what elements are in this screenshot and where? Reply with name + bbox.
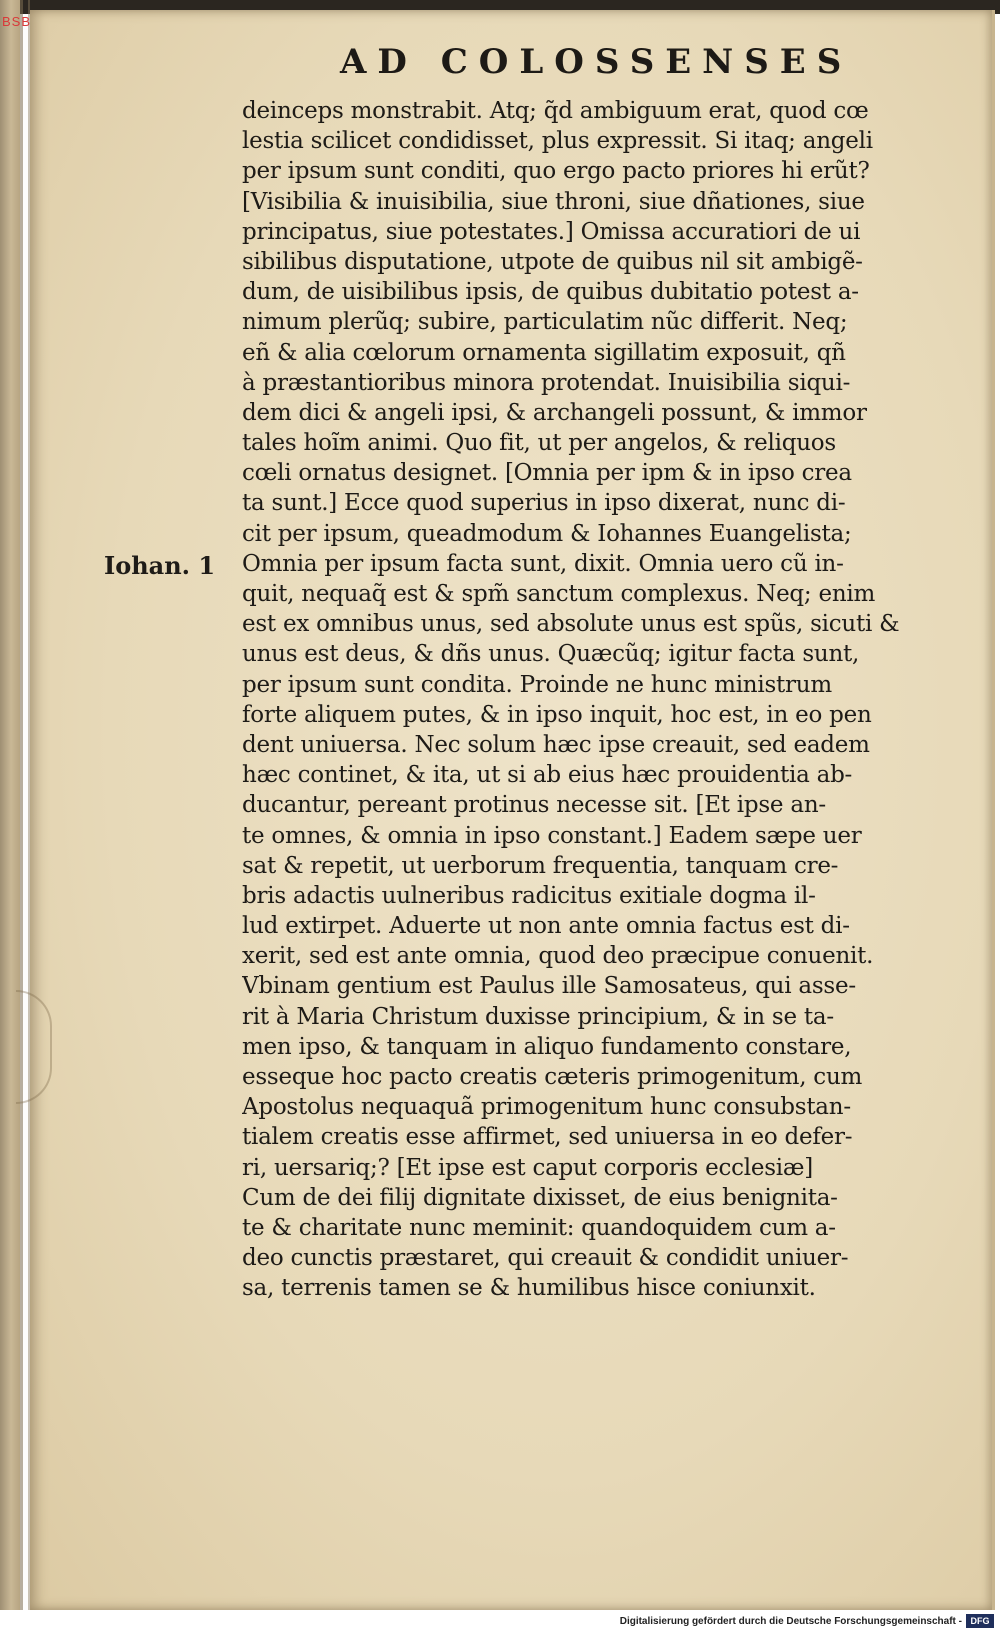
- book-binding: [0, 0, 20, 1634]
- text-line: est ex omnibus unus, sed absolute unus est spũs, sicuti &: [242, 611, 900, 638]
- text-line: ri, uersariq;? [Et ipse est caput corporis ecclesiæ]: [242, 1154, 813, 1181]
- text-line: rit à Maria Christum duxisse principium, & in se ta-: [242, 1003, 834, 1030]
- text-line: eñ & alia cœlorum ornamenta sigillatim exposuit, qñ: [242, 339, 846, 366]
- text-line: Omnia per ipsum facta sunt, dixit. Omnia uero cũ in-: [242, 550, 844, 577]
- text-line: men ipso, & tanquam in aliquo fundamento constare,: [242, 1033, 852, 1060]
- text-line: unus est deus, & dñs unus. Quæcũq; igitur facta sunt,: [242, 641, 860, 668]
- text-line: principatus, siue potestates.] Omissa accuratiori de ui: [242, 218, 861, 245]
- text-line: lud extirpet. Aduerte ut non ante omnia factus est di-: [242, 913, 850, 940]
- text-line: Apostolus nequaquã primogenitum hunc consubstan-: [242, 1094, 851, 1121]
- text-line: sat & repetit, ut uerborum frequentia, tanquam cre-: [242, 852, 839, 879]
- text-line: tialem creatis esse affirmet, sed uniuersa in eo defer-: [242, 1124, 853, 1151]
- text-line: forte aliquem putes, & in ipso inquit, hoc est, in eo pen: [242, 701, 872, 728]
- text-line: dent uniuersa. Nec solum hæc ipse creauit, sed eadem: [242, 731, 870, 758]
- text-line: deo cunctis præstaret, qui creauit & condidit uniuer-: [242, 1245, 849, 1272]
- page-stack-edge: [20, 0, 23, 1634]
- text-line: cœli ornatus designet. [Omnia per ipm & in ipso crea: [242, 460, 852, 487]
- text-line: cit per ipsum, queadmodum & Iohannes Euangelista;: [242, 520, 852, 547]
- text-line: sibilibus disputatione, utpote de quibus nil sit ambigẽ-: [242, 248, 863, 275]
- text-line: ta sunt.] Ecce quod superius in ipso dixerat, nunc di-: [242, 490, 846, 517]
- body-text: [242, 96, 942, 1304]
- running-head: AD COLOSSENSES: [340, 42, 853, 82]
- text-line: Cum de dei filij dignitate dixisset, de eius benignita-: [242, 1184, 838, 1211]
- text-line: dum, de uisibilibus ipsis, de quibus dubitatio potest a-: [242, 279, 859, 306]
- page-tab-mark: [16, 990, 52, 1104]
- text-line: per ipsum sunt conditi, quo ergo pacto priores hi erũt?: [242, 158, 870, 185]
- text-line: à præstantioribus minora protendat. Inuisibilia siqui-: [242, 369, 851, 396]
- text-line: te & charitate nunc meminit: quandoquidem cum a-: [242, 1214, 836, 1241]
- text-line: deinceps monstrabit. Atq; q̃d ambiguum erat, quod cœ: [242, 98, 869, 124]
- text-line: tales hoĩm animi. Quo fit, ut per angelos, & reliquos: [242, 430, 836, 457]
- text-line: sa, terrenis tamen se & humilibus hisce coniunxit.: [242, 1275, 816, 1302]
- text-line: ducantur, pereant protinus necesse sit. [Et ipse an-: [242, 792, 826, 819]
- text-line: hæc continet, & ita, ut si ab eius hæc prouidentia ab-: [242, 762, 853, 789]
- text-line: [Visibilia & inuisibilia, siue throni, siue dñationes, siue: [242, 188, 865, 215]
- text-line: xerit, sed est ante omnia, quod deo præcipue conuenit.: [242, 943, 874, 970]
- text-line: Vbinam gentium est Paulus ille Samosateus, qui asse-: [242, 973, 856, 1000]
- dfg-logo: DFG: [966, 1614, 994, 1628]
- text-line: per ipsum sunt condita. Proinde ne hunc ministrum: [242, 671, 832, 698]
- text-line: lestia scilicet condidisset, plus expressit. Si itaq; angeli: [242, 128, 873, 155]
- text-line: te omnes, & omnia in ipso constant.] Eadem sæpe uer: [242, 822, 862, 849]
- text-line: esseque hoc pacto creatis cæteris primogenitum, cum: [242, 1064, 863, 1090]
- library-mark: BSB: [2, 14, 32, 29]
- footer-credit: Digitalisierung gefördert durch die Deutsche Forschungsgemeinschaft -: [619, 1616, 962, 1627]
- margin-note: Iohan. 1: [104, 551, 216, 580]
- text-line: dem dici & angeli ipsi, & archangeli possunt, & immor: [242, 399, 867, 426]
- text-line: quit, nequaq̃ est & spm̃ sanctum complexus. Neq; enim: [242, 581, 876, 607]
- text-line: nimum plerũq; subire, particulatim nũc differit. Neq;: [242, 309, 848, 336]
- text-line: bris adactis uulneribus radicitus exitiale dogma il-: [242, 882, 816, 909]
